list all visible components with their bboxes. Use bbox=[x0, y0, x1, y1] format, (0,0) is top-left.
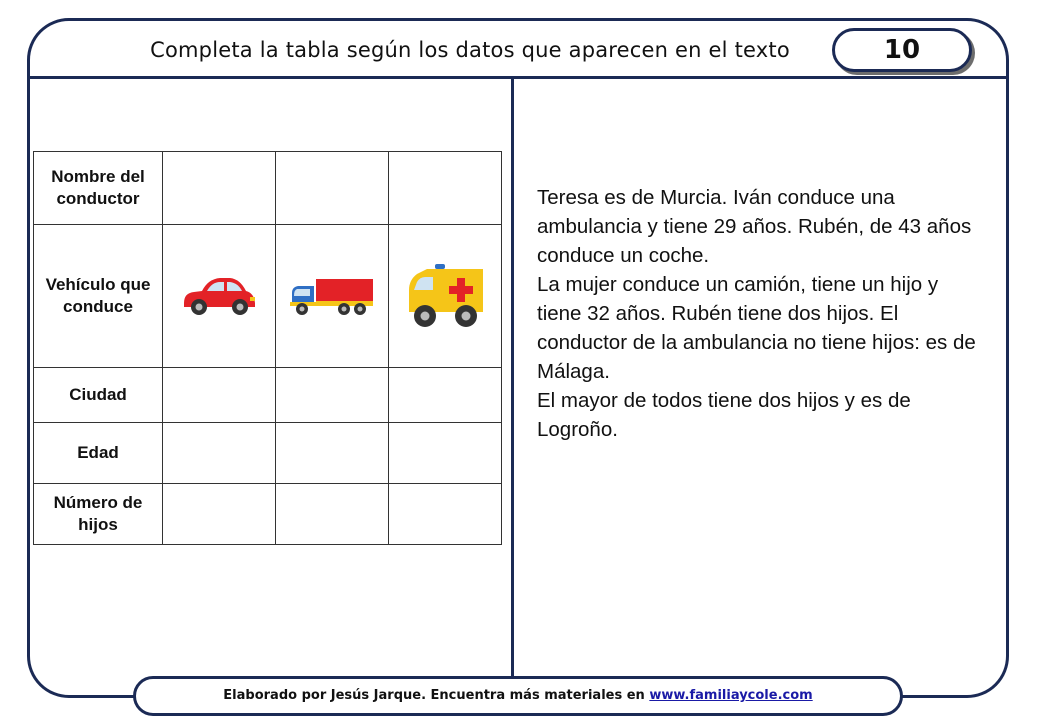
answer-cell[interactable] bbox=[276, 423, 389, 484]
header-divider bbox=[27, 76, 1009, 79]
column-divider bbox=[511, 79, 514, 677]
clue-paragraph: Teresa es de Murcia. Iván conduce una ambulancia y tiene 29 años. Rubén, de 43 años conduce un coche. bbox=[537, 186, 972, 267]
truck-icon bbox=[288, 275, 376, 317]
answer-cell[interactable] bbox=[163, 368, 276, 423]
car-icon bbox=[180, 273, 258, 319]
answer-cell[interactable] bbox=[389, 423, 502, 484]
worksheet-table bbox=[33, 151, 502, 545]
row-header-age: Edad bbox=[34, 423, 163, 484]
row-header-city: Ciudad bbox=[34, 368, 163, 423]
answer-cell[interactable] bbox=[163, 484, 276, 545]
clue-text bbox=[537, 183, 987, 444]
answer-cell[interactable] bbox=[389, 484, 502, 545]
answer-cell[interactable] bbox=[276, 484, 389, 545]
ambulance-icon bbox=[405, 262, 485, 330]
vehicle-cell bbox=[276, 225, 389, 368]
table-row bbox=[34, 368, 502, 423]
answer-cell[interactable] bbox=[276, 368, 389, 423]
footer-credit-text: Elaborado por Jesús Jarque. Encuentra más materiales en bbox=[223, 688, 650, 703]
row-header-children: Número de hijos bbox=[34, 484, 163, 545]
page-number-badge: 10 bbox=[832, 28, 972, 72]
table-row bbox=[34, 225, 502, 368]
page-title: Completa la tabla según los datos que aparecen en el texto bbox=[150, 38, 790, 62]
answer-cell[interactable] bbox=[163, 152, 276, 225]
row-header-vehicle: Vehículo que conduce bbox=[34, 225, 163, 368]
footer-credit bbox=[133, 676, 903, 716]
answer-cell[interactable] bbox=[389, 152, 502, 225]
clue-paragraph: La mujer conduce un camión, tiene un hijo y tiene 32 años. Rubén tiene dos hijos. El conductor de la ambulancia no tiene hijos: es de Málaga. bbox=[537, 273, 976, 383]
table-row bbox=[34, 423, 502, 484]
footer-link[interactable]: www.familiaycole.com bbox=[649, 688, 813, 703]
clue-paragraph: El mayor de todos tiene dos hijos y es de Logroño. bbox=[537, 389, 911, 441]
table-row bbox=[34, 152, 502, 225]
row-header-driver-name: Nombre del conductor bbox=[34, 152, 163, 225]
vehicle-cell bbox=[163, 225, 276, 368]
answer-cell[interactable] bbox=[276, 152, 389, 225]
table-row bbox=[34, 484, 502, 545]
vehicle-cell bbox=[389, 225, 502, 368]
answer-cell[interactable] bbox=[163, 423, 276, 484]
answer-cell[interactable] bbox=[389, 368, 502, 423]
